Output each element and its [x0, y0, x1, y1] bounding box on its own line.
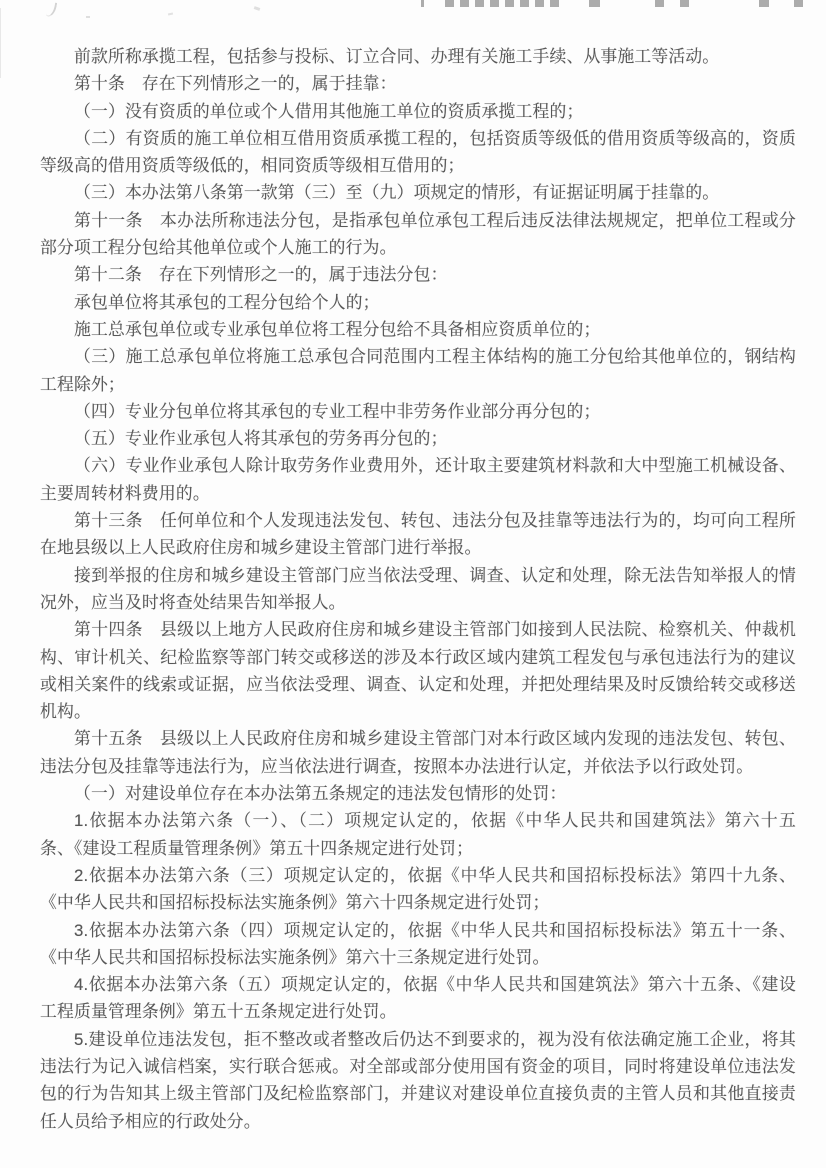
cut-character-fragment: [475, 0, 484, 7]
text-line: 违法行为记入诚信档案，实行联合惩戒。对全部或部分使用国有资金的项目，同时将建设单位违法发: [40, 1056, 796, 1076]
text-line: 2.依据本办法第六条（三）项规定认定的，依据《中华人民共和国招标投标法》第四十九条、: [74, 865, 796, 885]
text-line: 工程除外；: [40, 374, 125, 394]
text-line: （三）本办法第八条第一款第（三）至（九）项规定的情形，有证据证明属于挂靠的。: [74, 183, 720, 203]
text-line: 第十二条 存在下列情形之一的，属于违法分包：: [74, 265, 448, 285]
text-line: 任人员给予相应的行政处分。: [40, 1111, 261, 1131]
text-line: 第十四条 县级以上地方人民政府住房和城乡建设主管部门如接到人民法院、检察机关、仲裁机: [74, 620, 796, 640]
text-line: 违法分包及挂靠等违法行为，应当依法进行调查，按照本办法进行认定，并依法予以行政处罚。: [40, 756, 754, 776]
text-line: 1.依据本办法第六条（一）、（二）项规定认定的，依据《中华人民共和国建筑法》第六十五: [74, 811, 796, 831]
text-line: 部分项工程分包给其他单位或个人施工的行为。: [40, 238, 397, 258]
text-line: （三）施工总承包单位将施工总承包合同范围内工程主体结构的施工分包给其他单位的，钢结构: [74, 347, 796, 367]
text-line: （四）专业分包单位将其承包的专业工程中非劳务作业部分再分包的；: [74, 401, 601, 421]
text-line: 3.依据本办法第六条（四）项规定认定的，依据《中华人民共和国招标投标法》第五十一条、: [74, 920, 796, 940]
cut-character-fragment: [460, 0, 469, 7]
cut-character-fragment: [445, 0, 454, 7]
text-line: 4.依据本办法第六条（五）项规定认定的，依据《中华人民共和国建筑法》第六十五条、《建设: [74, 975, 796, 995]
text-line: （一）对建设单位存在本办法第五条规定的违法发包情形的处罚：: [74, 784, 567, 804]
text-line: 前款所称承揽工程，包括参与投标、订立合同、办理有关施工手续、从事施工等活动。: [74, 47, 720, 66]
cut-character-fragment: [589, 0, 600, 7]
text-line: 条、《建设工程质量管理条例》第五十四条规定进行处罚；: [40, 838, 474, 858]
cut-character-fragment: [490, 0, 499, 7]
cut-character-fragment: [680, 0, 689, 7]
text-line: （五）专业作业承包人将其承包的劳务再分包的；: [74, 429, 448, 449]
text-line: 构、审计机关、纪检监察等部门转交或移送的涉及本行政区域内建筑工程发包与承包违法行为的建议: [40, 647, 796, 667]
cut-off-text-fragments: [0, 0, 826, 10]
text-line: 《中华人民共和国招标投标法实施条例》第六十四条规定进行处罚；: [40, 893, 550, 913]
cut-character-fragment: [421, 0, 424, 7]
cut-character-fragment: [520, 0, 529, 7]
cut-character-fragment: [759, 0, 769, 7]
text-line: 第十三条 任何单位和个人发现违法发包、转包、违法分包及挂靠等违法行为的，均可向工程所: [74, 511, 796, 531]
text-line: 施工总承包单位或专业承包单位将工程分包给不具备相应资质单位的；: [74, 319, 601, 339]
text-line: （一）没有资质的单位或个人借用其他施工单位的资质承揽工程的；: [74, 101, 584, 121]
text-line: 机构。: [40, 702, 91, 722]
cut-character-fragment: [535, 0, 544, 7]
cut-character-fragment: [550, 0, 559, 7]
text-line: 况外，应当及时将查处结果告知举报人。: [40, 592, 346, 612]
cut-character-fragment: [794, 0, 803, 7]
text-line: 主要周转材料费用的。: [40, 483, 210, 503]
cut-character-fragment: [505, 0, 514, 7]
text-line: 等级高的借用资质等级低的，相同资质等级相互借用的；: [40, 156, 465, 176]
scan-speck: [86, 16, 90, 18]
text-line: （二）有资质的施工单位相互借用资质承揽工程的，包括资质等级低的借用资质等级高的，资质: [74, 128, 796, 148]
text-line: 5.建设单位违法发包，拒不整改或者整改后仍达不到要求的，视为没有依法确定施工企业，将其: [74, 1029, 796, 1049]
text-line: 在地县级以上人民政府住房和城乡建设主管部门进行举报。: [40, 538, 482, 558]
text-line: 第十一条 本办法所称违法分包，是指承包单位承包工程后违反法律法规规定，把单位工程或分: [74, 210, 796, 230]
text-line: 或相关案件的线索或证据，应当依法受理、调查、认定和处理，并把处理结果及时反馈给转交或移送: [40, 674, 796, 694]
text-line: 工程质量管理条例》第五十五条规定进行处罚。: [40, 1002, 397, 1022]
text-line: 第十五条 县级以上人民政府住房和城乡建设主管部门对本行政区域内发现的违法发包、转包、: [74, 729, 796, 749]
document-text: [40, 43, 796, 1135]
scan-edge-line: [0, 8, 1, 78]
text-line: 第十条 存在下列情形之一的，属于挂靠：: [74, 74, 397, 94]
text-line: 包的行为告知其上级主管部门及纪检监察部门，并建议对建设单位直接负责的主管人员和其他直接责: [40, 1084, 796, 1104]
text-line: 承包单位将其承包的工程分包给个人的；: [74, 292, 380, 312]
scan-speck: [168, 13, 173, 16]
cut-character-fragment: [655, 0, 664, 7]
text-line: 接到举报的住房和城乡建设主管部门应当依法受理、调查、认定和处理，除无法告知举报人的情: [74, 565, 796, 585]
text-line: 《中华人民共和国招标投标法实施条例》第六十三条规定进行处罚。: [40, 947, 550, 967]
text-line: （六）专业作业承包人除计取劳务作业费用外，还计取主要建筑材料款和大中型施工机械设备、: [74, 456, 796, 476]
